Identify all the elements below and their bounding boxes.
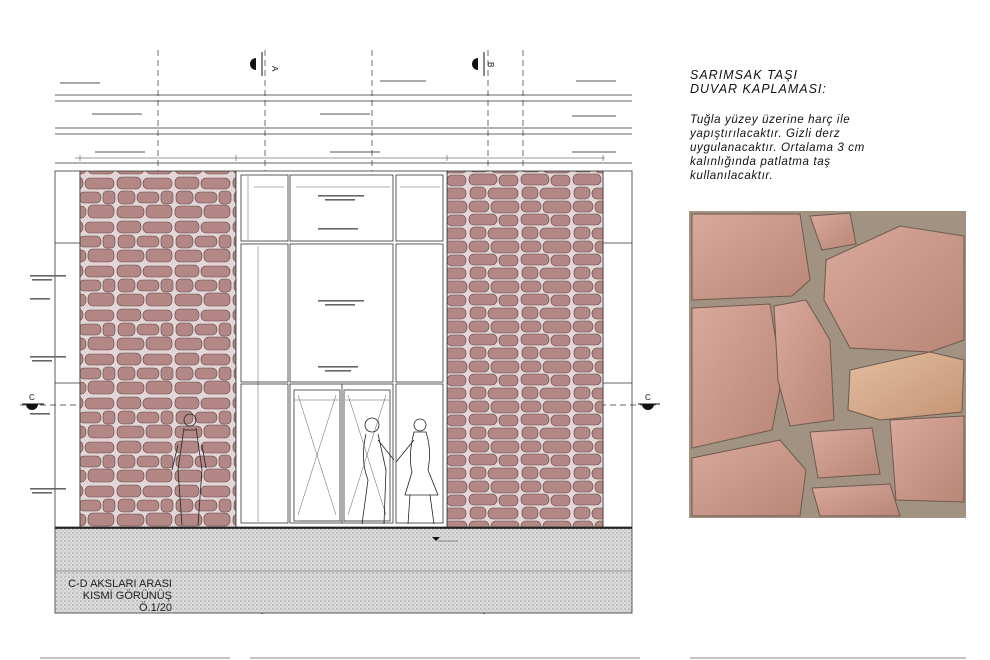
plan-annotations	[60, 80, 616, 153]
stone-cladding-left	[80, 171, 236, 527]
level-annotations	[30, 275, 66, 494]
cladding-title	[690, 68, 980, 96]
stone-cladding-right	[447, 171, 603, 527]
section-marker-a	[250, 52, 279, 76]
svg-text:A: A	[270, 66, 279, 72]
description-line: kullanılacaktır.	[690, 169, 774, 182]
cladding-title-line: SARIMSAK TAŞI	[690, 68, 798, 82]
section-marker-c-right	[638, 393, 660, 410]
cladding-title-line: DUVAR KAPLAMASI:	[690, 82, 827, 96]
drawing-scale: Ö.1/20	[138, 602, 172, 614]
stone-texture-photo	[689, 211, 966, 518]
description-line: yapıştırılacaktır. Gizli derz	[690, 127, 841, 140]
curtain-wall	[236, 171, 447, 527]
drawing-title-line-2: KISMİ GÖRÜNÜŞ	[82, 590, 172, 602]
svg-text:C: C	[29, 393, 35, 402]
description-line: Tuğla yüzey üzerine harç ile	[690, 113, 851, 126]
description-line: kalınlığında patlatma taş	[690, 155, 831, 168]
section-marker-b	[472, 52, 495, 76]
drawing-title-line-1: C-D AKSLARI ARASI	[68, 578, 172, 590]
description-line: uygulanacaktır. Ortalama 3 cm	[690, 141, 865, 154]
svg-text:B: B	[486, 62, 495, 68]
section-marker-c-left	[22, 393, 44, 410]
svg-text:C: C	[645, 393, 651, 402]
cladding-description	[690, 113, 980, 183]
